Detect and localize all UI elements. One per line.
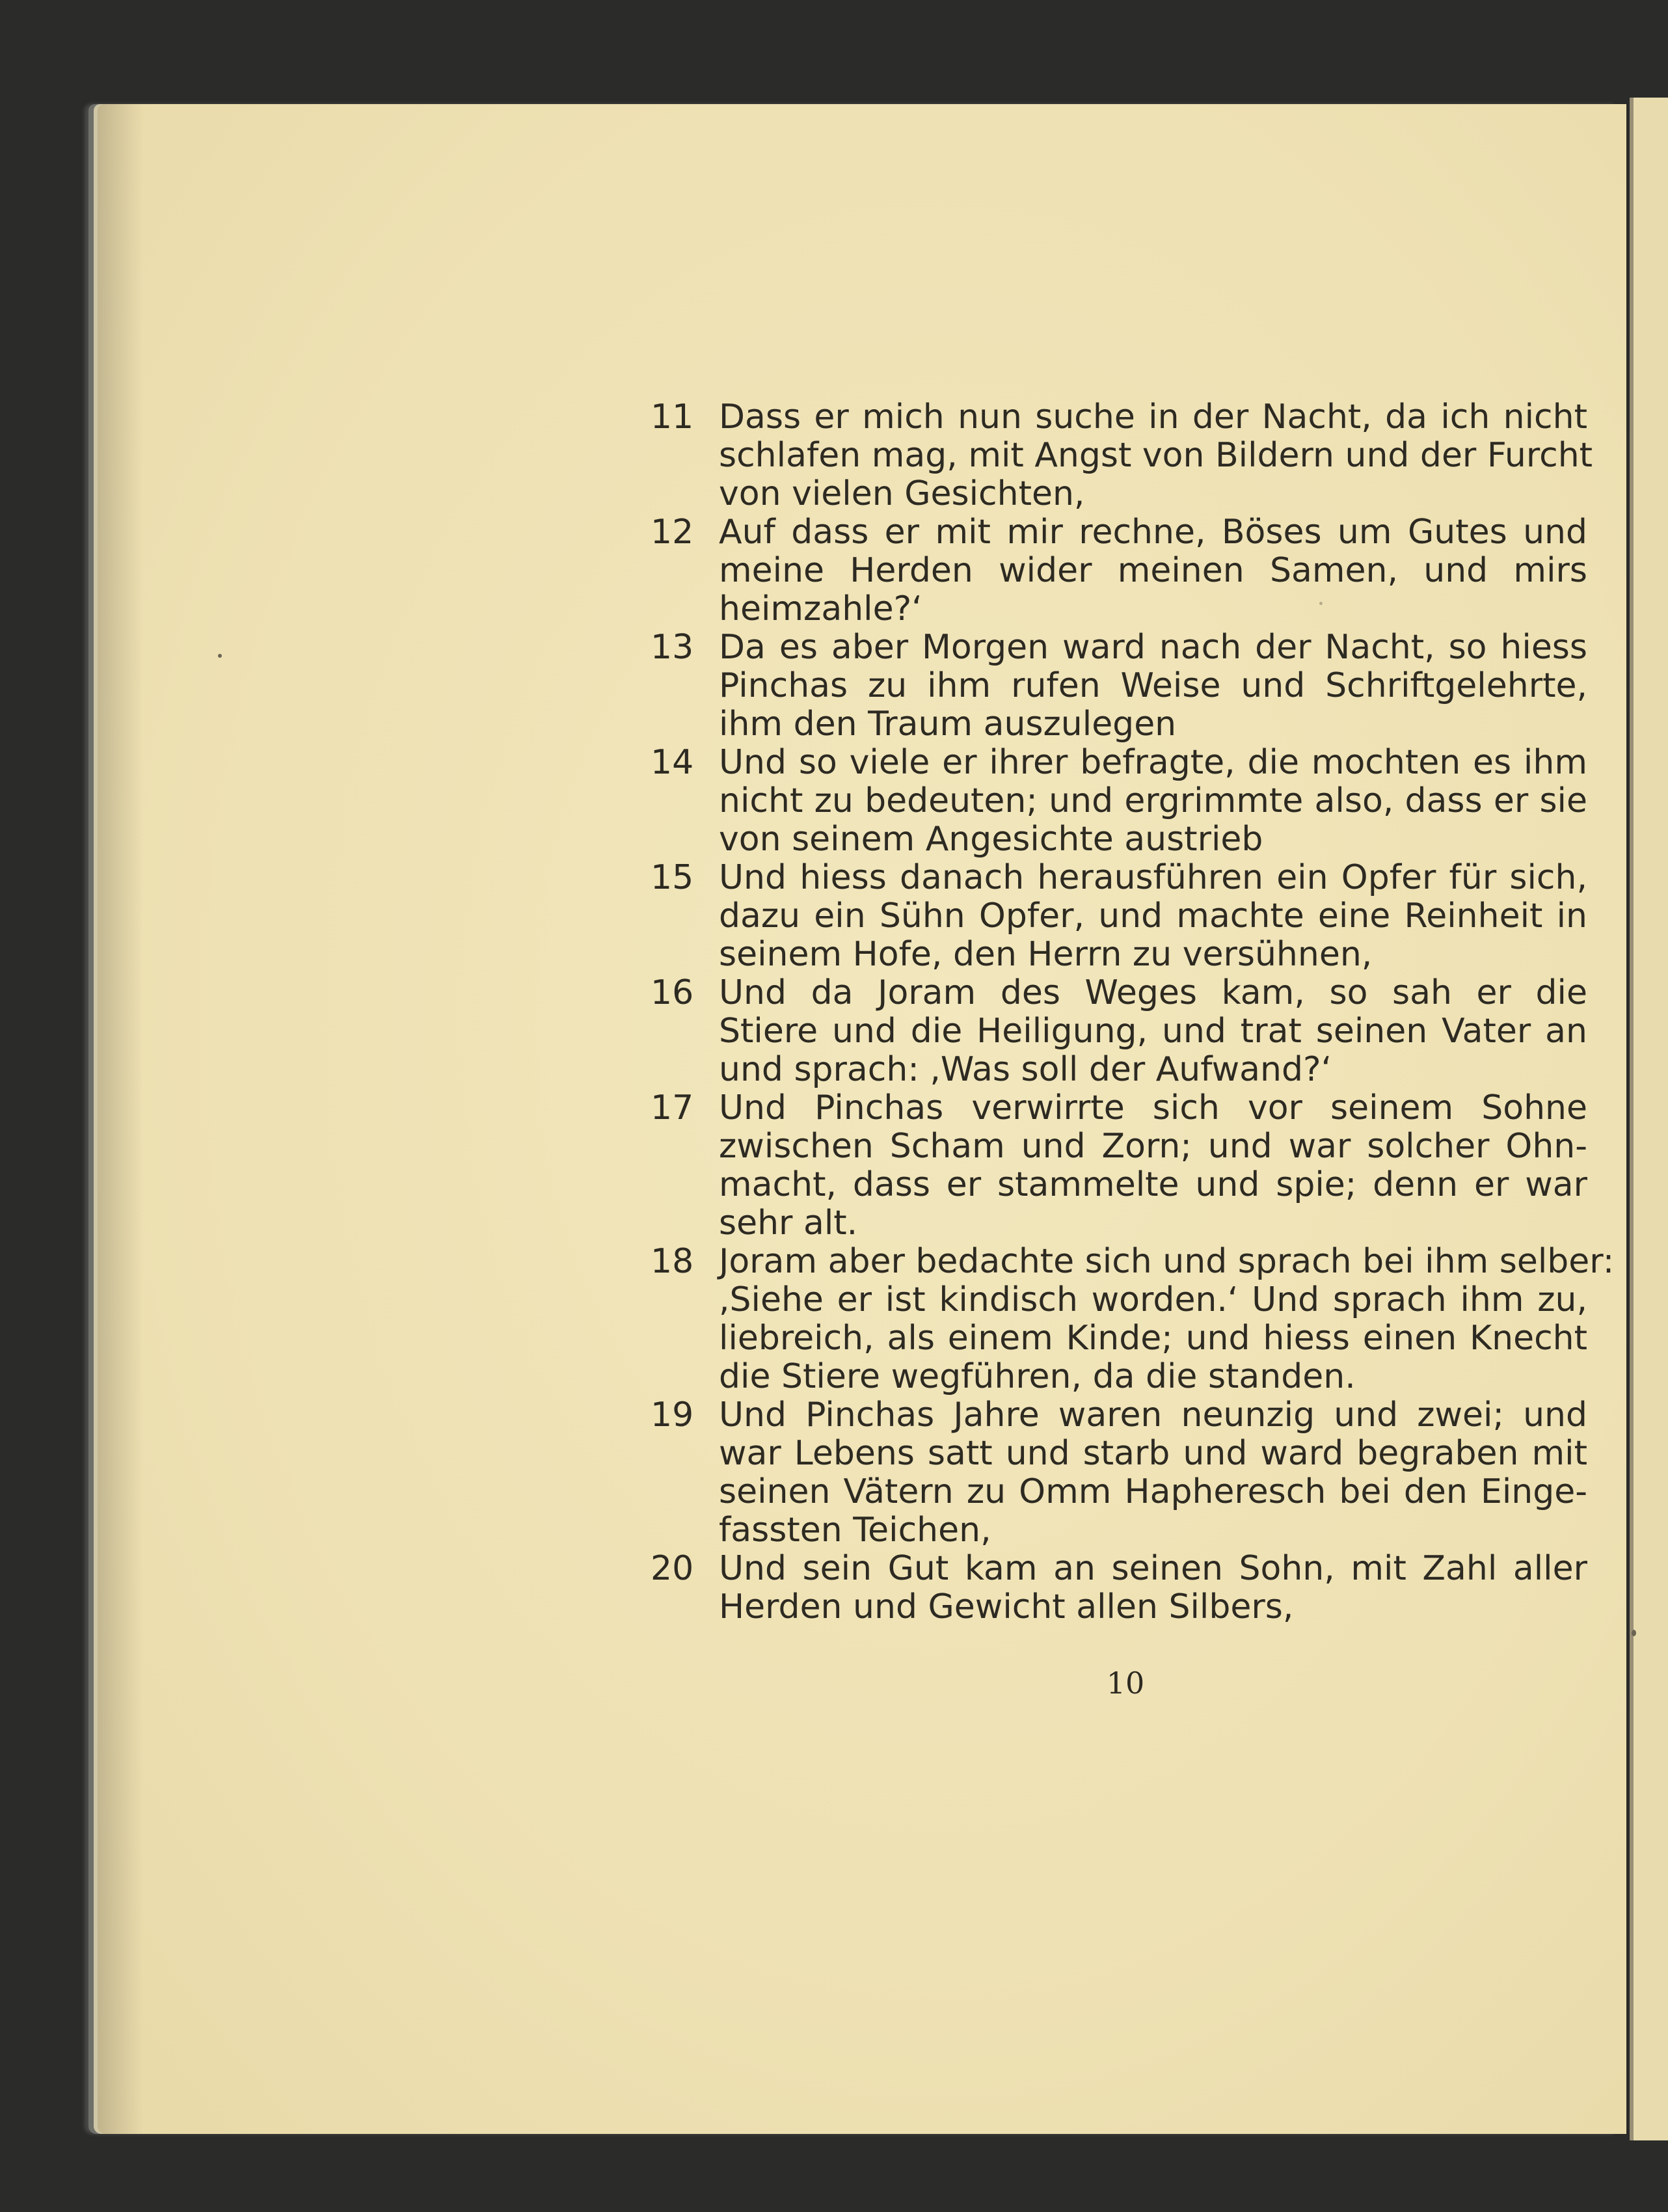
verse-line: Auf dass er mit mir rechne, Böses um Gutes und: [719, 513, 1587, 552]
page-number: 10: [1106, 1666, 1145, 1701]
verse-line: schlafen mag, mit Angst von Bildern und der Furcht: [719, 436, 1593, 475]
verse: [651, 398, 1593, 513]
paper-speck: [218, 654, 222, 658]
verse-line: und sprach: ,Was soll der Aufwand?‘: [719, 1050, 1332, 1089]
verse-number: 17: [651, 1088, 694, 1127]
verse-line: ihm den Traum auszulegen: [719, 705, 1177, 744]
verse: [651, 1550, 1587, 1626]
verse-number: 14: [651, 743, 694, 782]
verse-line: Und so viele er ihrer befragte, die mochten es ihm: [719, 743, 1587, 782]
verse-line: liebreich, als einem Kinde; und hiess einen Knecht: [719, 1319, 1587, 1358]
verse-line: Da es aber Morgen ward nach der Nacht, so hiess: [719, 628, 1587, 667]
verse: [651, 628, 1587, 744]
verse-line: die Stiere wegführen, da die standen.: [719, 1357, 1356, 1396]
verse-number: 12: [651, 513, 694, 552]
verse-line: war Lebens satt und starb und ward begraben mit: [719, 1434, 1587, 1473]
verse: [651, 859, 1587, 974]
verse-line: Stiere und die Heiligung, und trat seinen Vater an: [719, 1012, 1587, 1051]
verse-line: Pinchas zu ihm rufen Weise und Schriftgelehrte,: [719, 666, 1587, 705]
verse-line: nicht zu bedeuten; und ergrimmte also, dass er sie: [719, 781, 1587, 820]
verse: [651, 1089, 1587, 1243]
verse-number: 19: [651, 1396, 694, 1435]
verse-line: Und Pinchas verwirrte sich vor seinem Sohne: [719, 1088, 1587, 1127]
verse-line: fassten Teichen,: [719, 1511, 991, 1550]
facing-page-edge: [1630, 98, 1668, 2140]
verse-line: Und Pinchas Jahre waren neunzig und zwei; und: [719, 1396, 1587, 1435]
verse-line: von vielen Gesichten,: [719, 474, 1085, 513]
verse-number: 13: [651, 628, 694, 667]
verse: [651, 1242, 1615, 1396]
verse-number: 15: [651, 858, 694, 897]
verse: [651, 744, 1587, 859]
verse-line: Und hiess danach herausführen ein Opfer für sich,: [719, 858, 1587, 897]
verse-line: macht, dass er stammelte und spie; denn er war: [719, 1165, 1587, 1204]
verse-line: zwischen Scham und Zorn; und war solcher Ohn-: [719, 1127, 1587, 1166]
page-edge-shadow: [98, 104, 143, 2134]
verse-number: 11: [651, 398, 694, 437]
verse-line: sehr alt.: [719, 1204, 858, 1243]
verse-line: meine Herden wider meinen Samen, und mirs: [719, 551, 1587, 590]
verse-number: 20: [651, 1549, 694, 1588]
verse-line: Und da Joram des Weges kam, so sah er die: [719, 973, 1587, 1012]
verse-line: Dass er mich nun suche in der Nacht, da ich nicht: [719, 398, 1587, 437]
verse-line: seinen Vätern zu Omm Hapheresch bei den Einge-: [719, 1472, 1587, 1511]
verse-line: heimzahle?‘: [719, 589, 922, 628]
verse-line: seinem Hofe, den Herrn zu versühnen,: [719, 935, 1373, 974]
verse: [651, 974, 1587, 1089]
verse-number: 18: [651, 1242, 694, 1281]
verse-line: Joram aber bedachte sich und sprach bei ihm selber:: [719, 1242, 1615, 1281]
verse-line: von seinem Angesichte austrieb: [719, 820, 1263, 859]
paper-speck: [1632, 1630, 1636, 1636]
verse-number: 16: [651, 973, 694, 1012]
verse-line: dazu ein Sühn Opfer, und machte eine Reinheit in: [719, 897, 1587, 936]
verse-line: Und sein Gut kam an seinen Sohn, mit Zahl aller: [719, 1549, 1587, 1588]
verse: [651, 513, 1587, 628]
verse-line: Herden und Gewicht allen Silbers,: [719, 1587, 1294, 1626]
verse: [651, 1396, 1587, 1550]
verse-text-block: [651, 398, 1615, 1626]
verse-line: ,Siehe er ist kindisch worden.‘ Und sprach ihm zu,: [719, 1280, 1587, 1319]
